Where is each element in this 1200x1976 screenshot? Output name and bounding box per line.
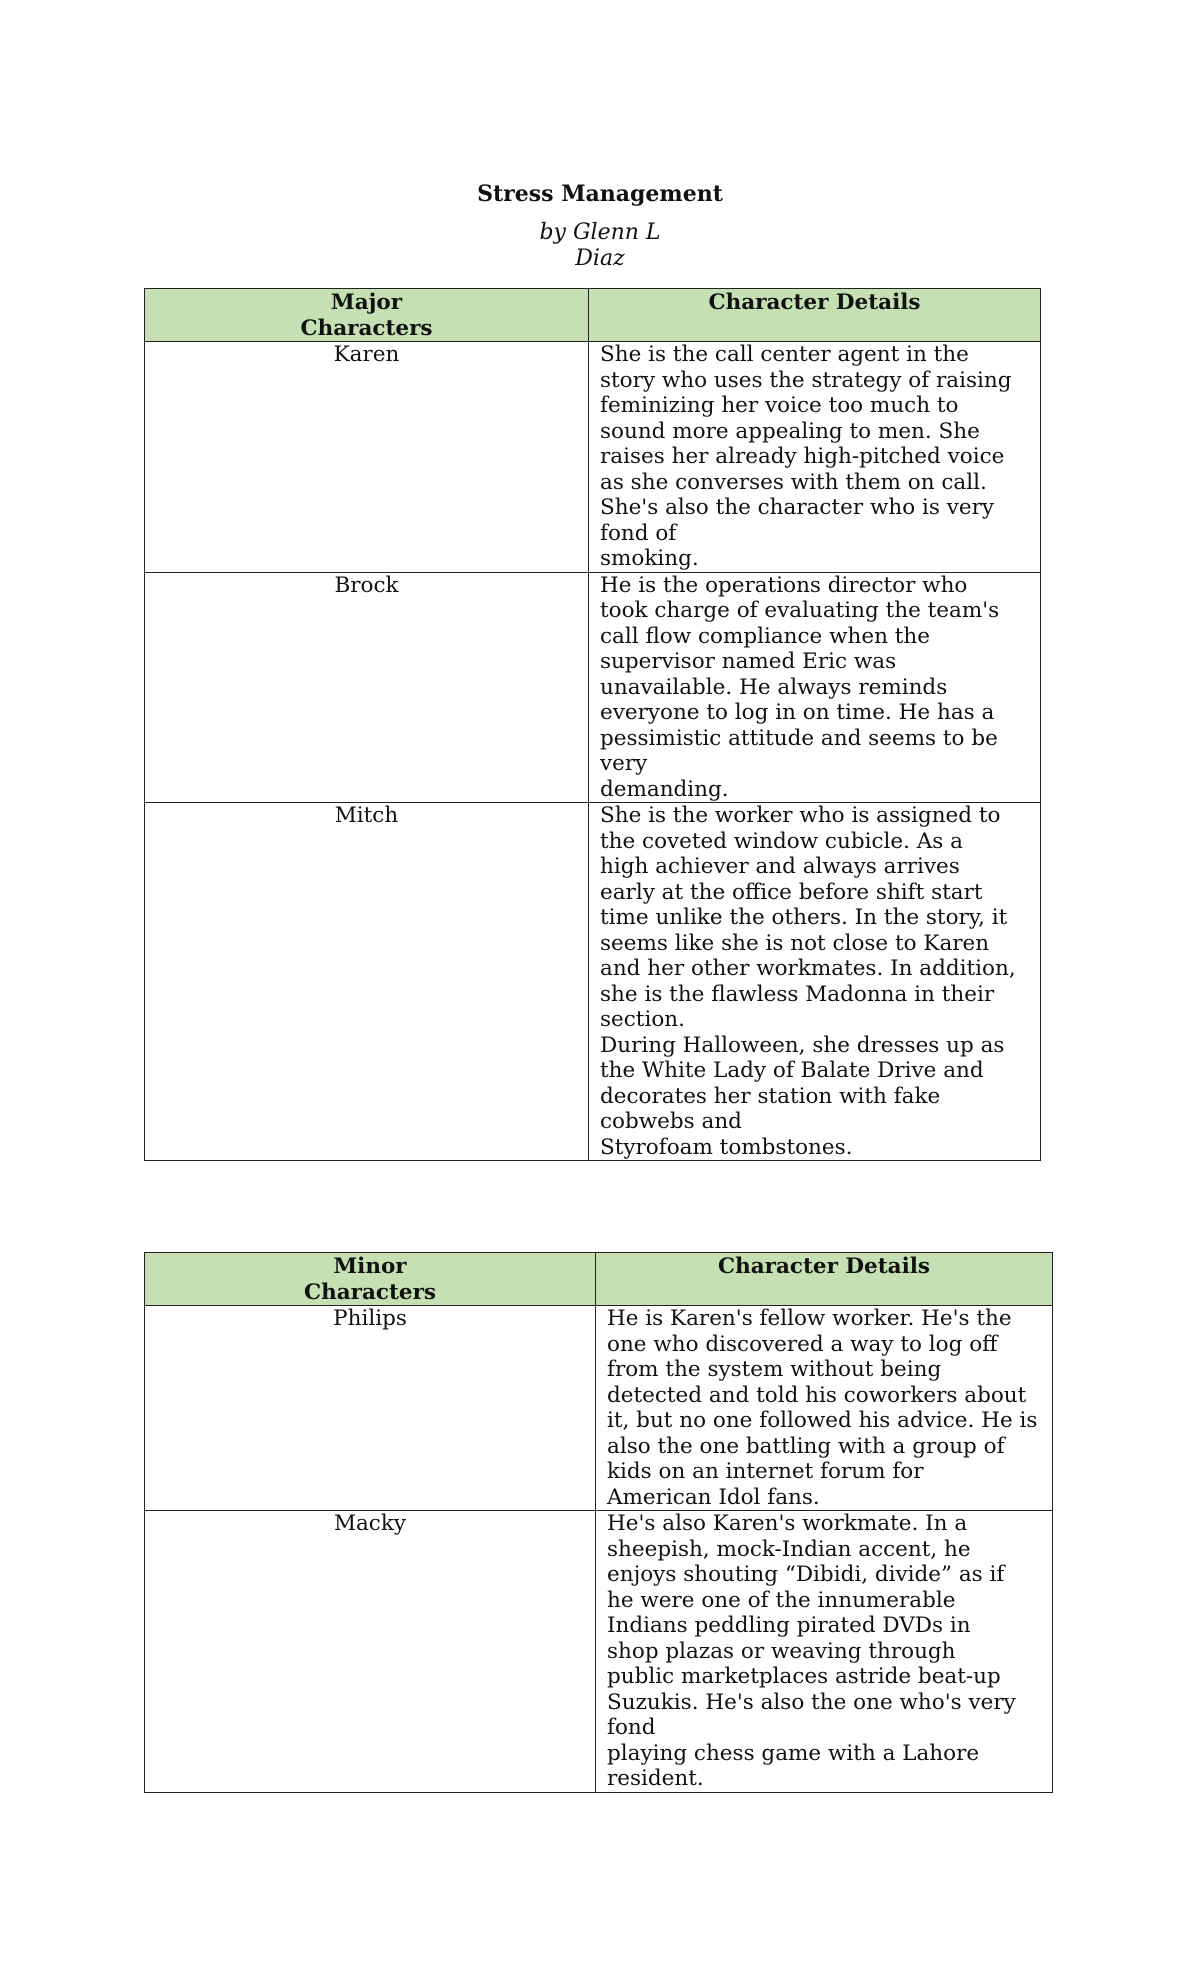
detail-line: as she converses with them on call.	[600, 469, 987, 495]
header-minor-characters	[145, 1253, 596, 1306]
table-header-row	[145, 289, 1041, 342]
table-row	[145, 1511, 1053, 1793]
detail-line: Styrofoam tombstones.	[600, 1134, 853, 1160]
table-row	[145, 342, 1041, 573]
detail-line: she is the flawless Madonna in their	[600, 981, 995, 1007]
major-table-body	[145, 342, 1041, 1161]
character-name: Philips	[145, 1306, 596, 1511]
character-name: Brock	[145, 572, 589, 803]
character-details	[596, 1306, 1053, 1511]
character-details	[589, 803, 1041, 1161]
character-details	[589, 572, 1041, 803]
detail-line: section.	[600, 1007, 685, 1032]
detail-line: American Idol fans.	[607, 1484, 820, 1510]
detail-line: feminizing her voice too much to	[600, 393, 959, 418]
detail-line: fond of	[600, 520, 677, 546]
detail-line: raises her already high-pitched voice	[600, 444, 1005, 469]
detail-line: During Halloween, she dresses up as	[600, 1032, 1005, 1058]
detail-line: sound more appealing to men. She	[600, 418, 980, 444]
table-header-row	[145, 1253, 1053, 1306]
detail-line: it, but no one followed his advice. He is	[607, 1408, 1038, 1433]
detail-line: call flow compliance when the	[600, 623, 930, 649]
detail-line: Suzukis. He's also the one who's very	[607, 1689, 1016, 1715]
detail-line: He is the operations director who	[600, 572, 968, 598]
detail-line: unavailable. He always reminds	[600, 674, 948, 700]
header-character-details: Character Details	[596, 1253, 1053, 1306]
detail-line: She is the worker who is assigned to	[600, 803, 1001, 828]
detail-line: He's also Karen's workmate. In a	[607, 1511, 968, 1536]
character-details	[589, 342, 1041, 573]
document-title: Stress Management	[477, 181, 723, 207]
detail-line: supervisor named Eric was	[600, 649, 897, 674]
detail-line: playing chess game with a Lahore	[607, 1740, 980, 1766]
detail-line: decorates her station with fake	[600, 1083, 941, 1109]
detail-line: sheepish, mock-Indian accent, he	[607, 1536, 971, 1562]
minor-table-body	[145, 1306, 1053, 1793]
header-major-characters	[145, 289, 589, 342]
detail-line: resident.	[607, 1766, 704, 1791]
detail-line: the White Lady of Balate Drive and	[600, 1058, 984, 1083]
character-name: Karen	[145, 342, 589, 573]
detail-line: Indians peddling pirated DVDs in	[607, 1613, 971, 1638]
byline-line-2: Diaz	[575, 246, 625, 271]
character-name: Macky	[145, 1511, 596, 1793]
character-name: Mitch	[145, 803, 589, 1161]
detail-line: She is the call center agent in the	[600, 342, 969, 367]
detail-line: detected and told his coworkers about	[607, 1382, 1027, 1408]
detail-line: public marketplaces astride beat-up	[607, 1664, 1001, 1689]
minor-characters-table	[144, 1252, 1053, 1793]
detail-line: demanding.	[600, 776, 729, 802]
detail-line: also the one battling with a group of	[607, 1433, 1005, 1459]
detail-line: time unlike the others. In the story, it	[600, 905, 1008, 930]
table-row	[145, 803, 1041, 1161]
detail-line: and her other workmates. In addition,	[600, 956, 1016, 981]
header-label: Major Characters	[300, 290, 433, 341]
detail-line: from the system without being	[607, 1357, 942, 1382]
author-byline	[530, 220, 670, 272]
detail-line: the coveted window cubicle. As a	[600, 828, 963, 854]
detail-line: fond	[607, 1715, 656, 1740]
detail-line: shop plazas or weaving through	[607, 1638, 956, 1664]
detail-line: early at the office before shift start	[600, 879, 983, 905]
detail-line: pessimistic attitude and seems to be	[600, 725, 998, 751]
table-row	[145, 572, 1041, 803]
detail-line: high achiever and always arrives	[600, 854, 960, 879]
detail-line: kids on an internet forum for	[607, 1459, 924, 1484]
detail-line: She's also the character who is very	[600, 495, 995, 520]
detail-line: took charge of evaluating the team's	[600, 598, 1000, 623]
header-character-details: Character Details	[589, 289, 1041, 342]
detail-line: seems like she is not close to Karen	[600, 930, 990, 956]
detail-line: he were one of the innumerable	[607, 1587, 956, 1613]
byline-line-1: by Glenn L	[539, 220, 661, 245]
character-details	[596, 1511, 1053, 1793]
detail-line: cobwebs and	[600, 1109, 742, 1134]
detail-line: everyone to log in on time. He has a	[600, 700, 995, 725]
header-label: Minor Characters	[303, 1254, 437, 1305]
detail-line: smoking.	[600, 546, 699, 571]
major-characters-table	[144, 288, 1041, 1161]
detail-line: enjoys shouting “Dibidi, divide” as if	[607, 1562, 1005, 1587]
detail-line: very	[600, 751, 648, 776]
detail-line: one who discovered a way to log off	[607, 1331, 998, 1357]
detail-line: story who uses the strategy of raising	[600, 367, 1012, 393]
detail-line: He is Karen's fellow worker. He's the	[607, 1306, 1012, 1331]
table-row	[145, 1306, 1053, 1511]
